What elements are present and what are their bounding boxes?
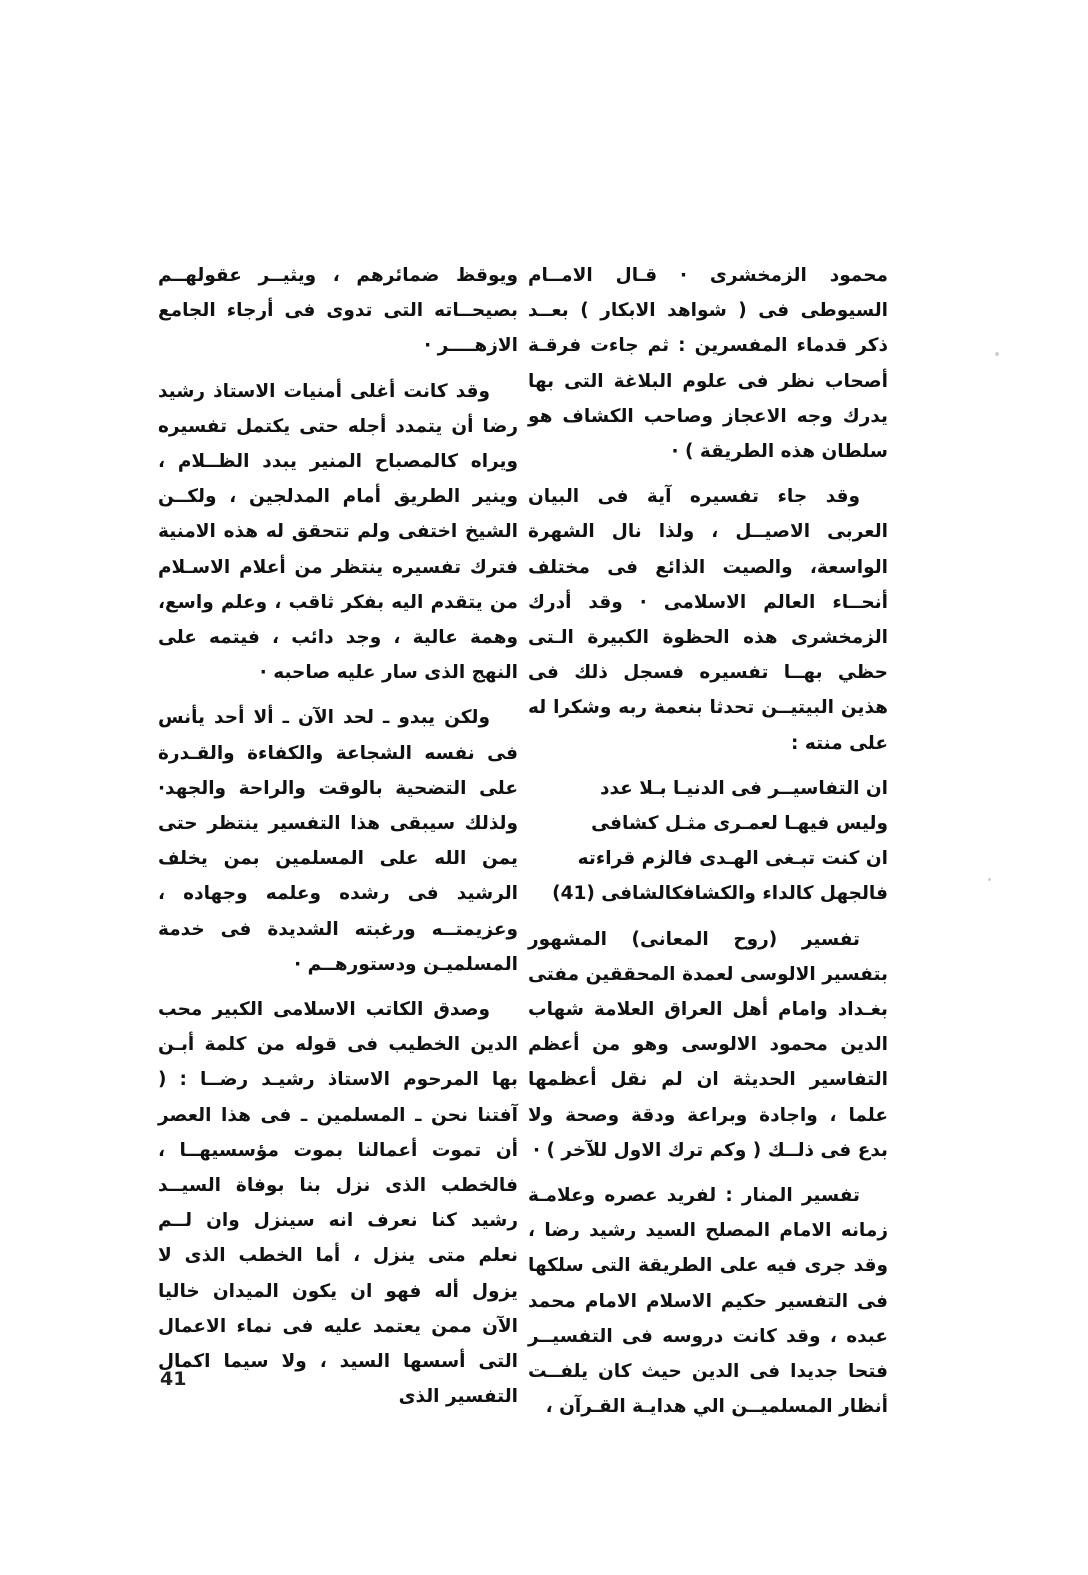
page-number: 41	[160, 1368, 187, 1390]
scan-speck	[988, 878, 991, 881]
right-text-column	[528, 258, 888, 1435]
scan-speck	[995, 352, 999, 356]
paragraph: ولكن يبدو ـ لحد الآن ـ ألا أحد يأنس فى نفسه الشجاعة والكفاءة والقـدرة على التضحية بالوقت والراحة والجهد· ولذلك سيبقى هذا التفسير ينتظر حتى يمن الله على المسلمين بمن يخلف الرشيد فى رشده وعلمه وجهاده ، وعزيمتــه ورغبته الشديدة فى خدمة المسلميـن ودستورهــم ·	[158, 707, 518, 975]
verse-line: فالجهل كالداء والكشافكالشافى (41)	[552, 883, 888, 905]
paragraph: ويوقظ ضمائرهم ، ويثيــر عقولهــم بصيحــاته التى تدوى فى أرجاء الجامع الازهــــر ·	[158, 265, 518, 357]
verse-line: ان كنت تبـغى الهـدى فالزم قراءته	[577, 848, 888, 870]
verse-line: ان التفاسيــر فى الدنيـا بـلا عدد	[599, 777, 888, 799]
paragraph: وقد كانت أغلى أمنيات الاستاذ رشيد رضا أن يتمدد أجله حتى يكتمل تفسيره ويراه كالمصباح المنير يبدد الظــلام ، وينير الطريق أمام المدلجين ، ولكــن الشيخ اختفى ولم تتحقق له هذه الامنية فترك تفسيره ينتظر من أعلام الاسـلام من يتقدم اليه بفكر ثاقب ، وعلم واسع، وهمة عالية ، وجد دائب ، فيتمه على النهج الذى سار عليه صاحبه ·	[158, 380, 518, 684]
paragraph: وصدق الكاتب الاسلامى الكبير محب الدين الخطيب فى قوله من كلمة أبـن بها المرحوم الاستاذ رشيـد رضــا : ( آفتنا نحن ـ المسلمين ـ فى هذا العصر أن تموت أعمالنا بموت مؤسسيهــا ، فالخطب الذى نزل بنا بوفاة السيــد رشيد كنا نعرف انه سينزل وان لــم نعلم متى ينزل ، أما الخطب الذى لا يزول أله فهو ان يكون الميدان خاليا الآن ممن يعتمد عليه فى نماء الاعمال التى أسسها السيد ، ولا سيما اكمال التفسير الذى	[158, 999, 518, 1408]
paragraph: وقد جاء تفسيره آية فى البيان العربى الاصيــل ، ولذا نال الشهرة الواسعة، والصيت الذائع فى مختلف أنحــاء العالم الاسلامى · وقد أدرك الزمخشرى هذه الحظوة الكبيرة الـتى حظي بهــا تفسيره فسجل ذلك فى هذين البيتيــن تحدثا بنعمة ربه وشكرا له على منته :	[528, 486, 888, 754]
paragraph: محمود الزمخشرى · قـال الامــام السيوطى فى ( شواهد الابكار ) بعــد ذكر قدماء المفسرين : ثم جاءت فرقـة أصحاب نظر فى علوم البلاغة التى بها يدرك وجه الاعجاز وصاحب الكشاف هو سلطان هذه الطريقة ) ·	[528, 265, 888, 463]
poetry-verses	[528, 771, 888, 912]
left-text-column	[158, 258, 518, 1425]
paragraph: تفسير (روح المعانى) المشهور بتفسير الالوسى لعمدة المحققين مفتى بغـداد وامام أهل العراق العلامة شهاب الدين محمود الالوسى وهو من أعظم التفاسير الحديثة ان لم نقل أعظمها علما ، واجادة وبراعة ودقة وصحة ولا بدع فى ذلــك ( وكم ترك الاول للآخر ) ·	[528, 928, 888, 1161]
paragraph: تفسير المنار : لفريد عصره وعلامـة زمانه الامام المصلح السيد رشيد رضا ، وقد جرى فيه على الطريقة التى سلكها فى التفسير حكيم الاسلام الامام محمد عبده ، وقد كانت دروسه فى التفسيــر فتحا جديدا فى الدين حيث كان يلفــت أنظار المسلميــن الي هدايـة القـرآن ،	[528, 1185, 888, 1418]
verse-line: وليس فيهـا لعمـرى مثـل كشافى	[591, 813, 888, 835]
